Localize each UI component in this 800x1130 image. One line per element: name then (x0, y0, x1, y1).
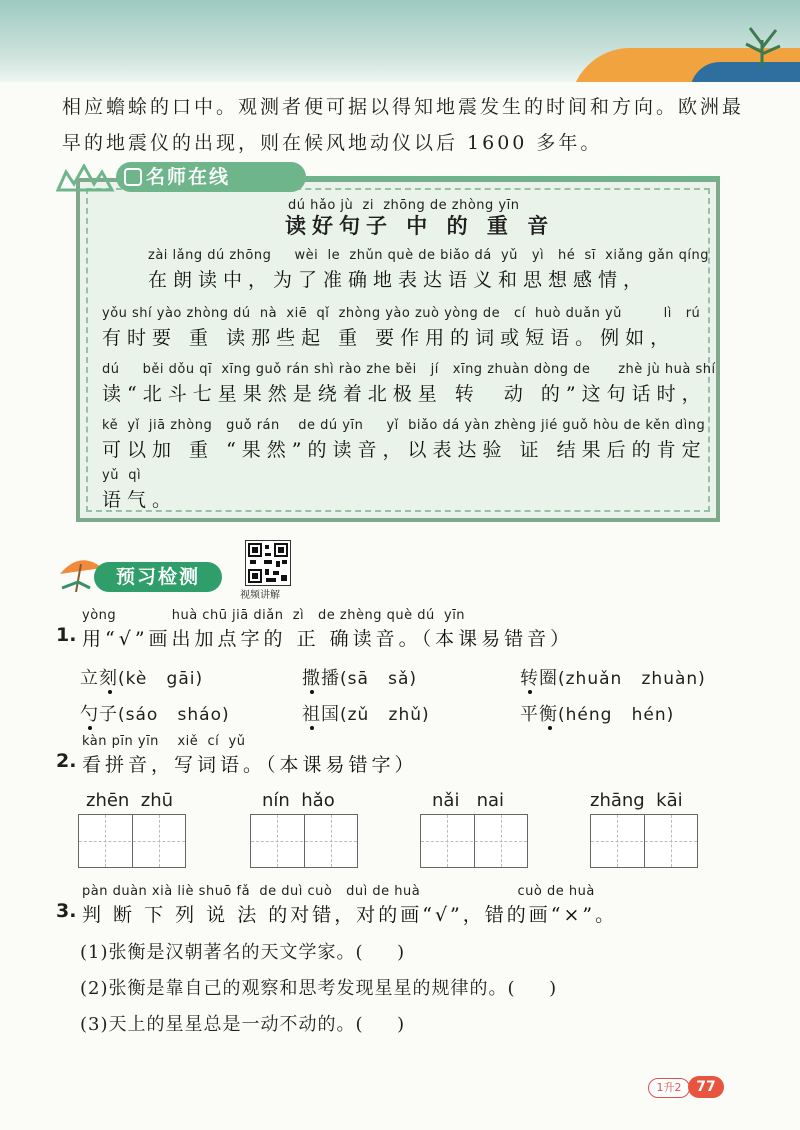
tip-text-1: 在朗读中，为了准确地表达语义和思想感情， (148, 269, 649, 291)
q1-item-5[interactable]: 祖国(zǔ zhǔ) (302, 704, 430, 725)
q3-number: 3. (56, 900, 77, 922)
tip-label: 名师在线 (116, 162, 306, 192)
emphasis-dot (108, 690, 112, 694)
q1-item-1[interactable]: 立刻(kè gāi) (80, 668, 204, 689)
q2-writing-grid-2[interactable] (250, 814, 358, 868)
q1-item-3[interactable]: 转圈(zhuǎn zhuàn) (520, 668, 706, 689)
qr-code-icon[interactable] (245, 540, 291, 586)
grade-badge: 1升2 (648, 1078, 690, 1098)
crown-icon (56, 164, 116, 192)
q2-writing-grid-1[interactable] (78, 814, 186, 868)
emphasis-dot (310, 690, 314, 694)
q3-pinyin: pàn duàn xià liè shuō fǎ de duì cuò duì de huà cuò de huà (82, 884, 595, 899)
tip-pinyin-1: zài lǎng dú zhōng wèi le zhǔn què de biǎo dá yǔ yì hé sī xiǎng gǎn qíng (148, 248, 710, 263)
emphasis-dot (310, 726, 314, 730)
tip-text-2: 有时要 重 读那些起 重 要作用的词或短语。例如， (102, 327, 676, 349)
q2-writing-grid-3[interactable] (420, 814, 528, 868)
top-banner (0, 0, 800, 82)
emphasis-dot (88, 726, 92, 730)
tip-text-5: 语气。 (102, 489, 178, 511)
tip-pinyin-3: dú běi dǒu qī xīng guǒ rán shì rào zhe běi jí xīng zhuàn dòng de zhè jù huà shí (102, 362, 716, 377)
intro-line-1: 相应蟾蜍的口中。观测者便可据以得知地震发生的时间和方向。欧洲最 (62, 96, 745, 118)
q2-word-4-pinyin: zhāng kāi (590, 790, 683, 811)
book-icon (124, 168, 142, 186)
qr-caption: 视频讲解 (240, 590, 280, 601)
q2-text: 看拼音，写词语。（本课易错字） (82, 754, 418, 776)
emphasis-dot (528, 690, 532, 694)
q2-number: 2. (56, 750, 77, 772)
intro-line-2: 早的地震仪的出现，则在候风地动仪以后 1600 多年。 (62, 132, 603, 154)
tip-title-pinyin: dú hǎo jù zi zhōng de zhòng yīn (288, 198, 520, 213)
page-badge (648, 1076, 726, 1098)
preview-label: 预习检测 (94, 562, 222, 592)
tip-pinyin-4: kě yǐ jiā zhòng guǒ rán de dú yīn yǐ biǎo dá yàn zhèng jié guǒ hòu de kěn dìng (102, 418, 706, 433)
q2-word-3-pinyin: nǎi nai (432, 790, 505, 811)
q1-number: 1. (56, 624, 77, 646)
q3-item-2[interactable]: (2)张衡是靠自己的观察和思考发现星星的规律的。( ) (80, 978, 558, 999)
q2-writing-grid-4[interactable] (590, 814, 698, 868)
emphasis-dot (548, 726, 552, 730)
tip-header (56, 160, 720, 194)
tip-text-3: 读“北斗七星果然是绕着北极星 转 动 的”这句话时， (102, 383, 707, 405)
q2-word-1-pinyin: zhēn zhū (86, 790, 174, 811)
tip-title: 读好句子 中 的 重 音 (285, 213, 555, 238)
q2-pinyin: kàn pīn yīn xiě cí yǔ (82, 734, 246, 749)
plant-icon (742, 22, 782, 66)
q3-text: 判 断 下 列 说 法 的对错，对的画“√”，错的画“×”。 (82, 904, 618, 926)
q1-item-4[interactable]: 勺子(sáo sháo) (80, 704, 230, 725)
q3-item-3[interactable]: (3)天上的星星总是一动不动的。( ) (80, 1014, 406, 1035)
preview-header (56, 554, 226, 594)
tip-rule (306, 176, 720, 180)
page-number: 77 (688, 1076, 724, 1098)
q1-text: 用“√”画出加点字的 正 确读音。（本课易错音） (82, 628, 574, 650)
q2-word-2-pinyin: nín hǎo (262, 790, 335, 811)
tip-pinyin-2: yǒu shí yào zhòng dú nà xiē qǐ zhòng yào zuò yòng de cí huò duǎn yǔ lì rú (102, 306, 701, 321)
tip-pinyin-5: yǔ qì (102, 468, 142, 483)
q3-item-1[interactable]: (1)张衡是汉朝著名的天文学家。( ) (80, 942, 406, 963)
tip-text-4: 可以加 重 “果然”的读音，以表达验 证 结果后的肯定 (102, 439, 707, 461)
q1-item-2[interactable]: 撒播(sā sǎ) (302, 668, 418, 689)
q1-item-6[interactable]: 平衡(héng hén) (520, 704, 675, 725)
q1-pinyin: yòng huà chū jiā diǎn zì de zhèng què dú yīn (82, 608, 466, 623)
